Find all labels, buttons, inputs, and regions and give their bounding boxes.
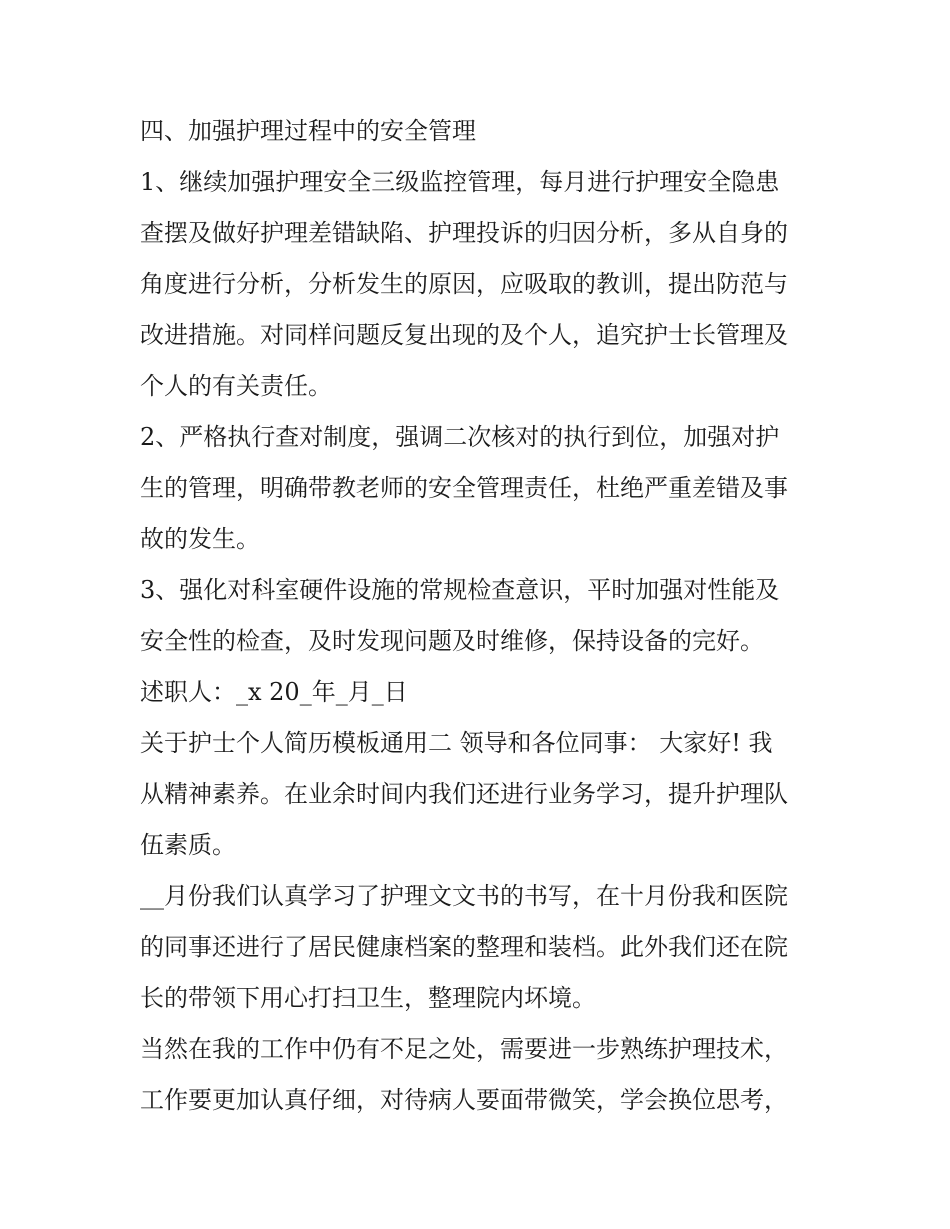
paragraph-line: __月份我们认真学习了护理文文书的书写，在十月份我和医院 xyxy=(140,882,788,910)
paragraph-line: 生的管理，明确带教老师的安全管理责任，杜绝严重差错及事 xyxy=(140,474,788,502)
paragraph-line: 个人的有关责任。 xyxy=(140,372,332,400)
section-heading: 四、加强护理过程中的安全管理 xyxy=(140,117,476,145)
paragraph-line: 故的发生。 xyxy=(140,525,260,553)
paragraph-line: 关于护士个人简历模板通用二 领导和各位同事： 大家好! 我 xyxy=(140,729,773,757)
paragraph-line: 2、严格执行查对制度，强调二次核对的执行到位，加强对护 xyxy=(140,423,780,451)
paragraph-line: 的同事还进行了居民健康档案的整理和装档。此外我们还在院 xyxy=(140,933,788,961)
signature-line: 述职人：_x 20_年_月_日 xyxy=(140,678,408,706)
paragraph-line: 角度进行分析，分析发生的原因，应吸取的教训，提出防范与 xyxy=(140,270,788,298)
paragraph-line: 查摆及做好护理差错缺陷、护理投诉的归因分析，多从自身的 xyxy=(140,219,788,247)
paragraph-line: 长的带领下用心打扫卫生，整理院内坏境。 xyxy=(140,984,596,1012)
paragraph-line: 从精神素养。在业余时间内我们还进行业务学习，提升护理队 xyxy=(140,780,788,808)
paragraph-line: 改进措施。对同样问题反复出现的及个人，追究护士长管理及 xyxy=(140,321,788,349)
paragraph-line: 工作要更加认真仔细，对待病人要面带微笑，学会换位思考， xyxy=(140,1086,788,1114)
paragraph-line: 3、强化对科室硬件设施的常规检查意识，平时加强对性能及 xyxy=(140,576,780,604)
paragraph-line: 伍素质。 xyxy=(140,831,236,859)
paragraph-line: 当然在我的工作中仍有不足之处，需要进一步熟练护理技术， xyxy=(140,1035,788,1063)
document-body xyxy=(140,106,820,1126)
paragraph-line: 安全性的检查，及时发现问题及时维修，保持设备的完好。 xyxy=(140,627,764,655)
paragraph-line: 1、继续加强护理安全三级监控管理，每月进行护理安全隐患 xyxy=(140,168,780,196)
